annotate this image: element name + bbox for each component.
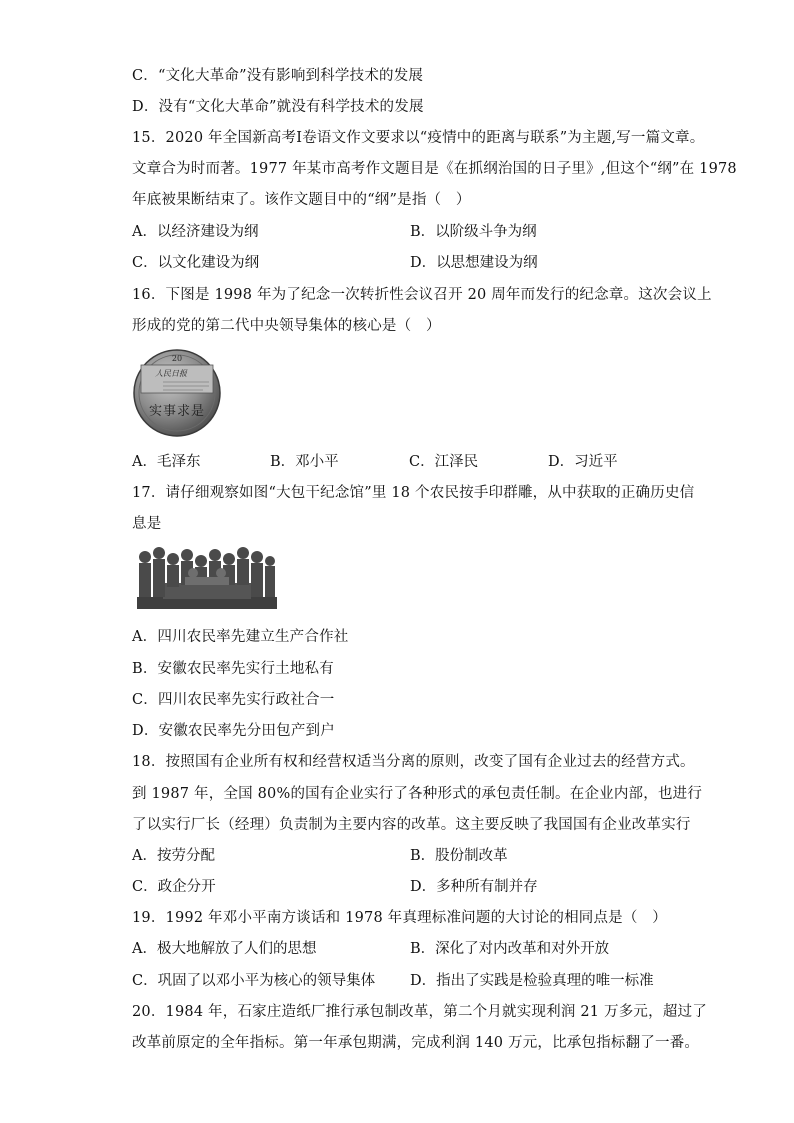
q15-stem-line-2: 文章合为时而著。1977 年某市高考作文题目是《在抓纲治国的日子里》,但这个“纲”在 1978 [132,161,737,177]
q18-option-d: D．多种所有制并存 [410,879,538,895]
q16-stem-line-1: 16．下图是 1998 年为了纪念一次转折性会议召开 20 周年而发行的纪念章。这次会议上 [132,287,712,303]
q16-option-b: B．邓小平 [270,454,339,470]
q16-option-c: C．江泽民 [409,454,479,470]
q18-option-c: C．政企分开 [132,879,216,895]
q15-stem-line-3: 年底被果断结束了。该作文题目中的“纲”是指（ ） [132,192,471,208]
prev-option-d: D．没有“文化大革命”就没有科学技术的发展 [132,99,424,115]
q18-stem-line-3: 了以实行厂长（经理）负责制为主要内容的改革。这主要反映了我国国有企业改革实行 [132,817,691,833]
q18-option-a: A．按劳分配 [132,848,215,864]
q19-option-b: B．深化了对内改革和对外开放 [410,941,610,957]
q17-option-c: C．四川农民率先实行政社合一 [132,692,335,708]
q16-stem-line-2: 形成的党的第二代中央领导集体的核心是（ ） [132,318,441,334]
medal-inscription: 实事求是 [148,404,206,419]
q20-stem-line-1: 20．1984 年，石家庄造纸厂推行承包制改革，第二个月就实现利润 21 万多元，超过了 [132,1004,707,1020]
farmers-sculpture-image [133,543,281,613]
q15-option-b: B．以阶级斗争为纲 [410,224,537,240]
q20-stem-line-2: 改革前原定的全年指标。第一年承包期满，完成利润 140 万元，比承包指标翻了一番。 [132,1035,700,1051]
q15-stem-line-1: 15．2020 年全国新高考Ⅰ卷语文作文要求以“疫情中的距离与联系”为主题,写一篇文章。 [132,130,705,146]
q17-stem-line-1: 17．请仔细观察如图“大包干纪念馆”里 18 个农民按手印群雕，从中获取的正确历史信 [132,485,695,501]
q19-stem-line-1: 19．1992 年邓小平南方谈话和 1978 年真理标准问题的大讨论的相同点是（ ） [132,910,667,926]
commemorative-medal-image [133,349,221,437]
q16-option-d: D．习近平 [548,454,618,470]
q16-option-a: A．毛泽东 [132,454,201,470]
prev-option-c: C．“文化大革命”没有影响到科学技术的发展 [132,68,424,84]
medal-masthead: 人民日报 [155,369,187,378]
q15-option-c: C．以文化建设为纲 [132,255,260,271]
q19-option-d: D．指出了实践是检验真理的唯一标准 [410,973,654,989]
q19-option-c: C．巩固了以邓小平为核心的领导集体 [132,973,376,989]
q18-option-b: B．股份制改革 [410,848,508,864]
q18-stem-line-1: 18．按照国有企业所有权和经营权适当分离的原则，改变了国有企业过去的经营方式。 [132,754,695,770]
q15-option-a: A．以经济建设为纲 [132,224,259,240]
q19-option-a: A．极大地解放了人们的思想 [132,941,317,957]
q15-option-d: D．以思想建设为纲 [410,255,538,271]
q17-stem-line-2: 息是 [132,516,162,532]
q17-option-b: B．安徽农民率先实行土地私有 [132,661,334,677]
q18-stem-line-2: 到 1987 年，全国 80%的国有企业实行了各种形式的承包责任制。在企业内部，也进行 [132,786,703,802]
medal-number: 20 [171,354,183,363]
q17-option-a: A．四川农民率先建立生产合作社 [132,629,349,645]
q17-option-d: D．安徽农民率先分田包产到户 [132,723,335,739]
